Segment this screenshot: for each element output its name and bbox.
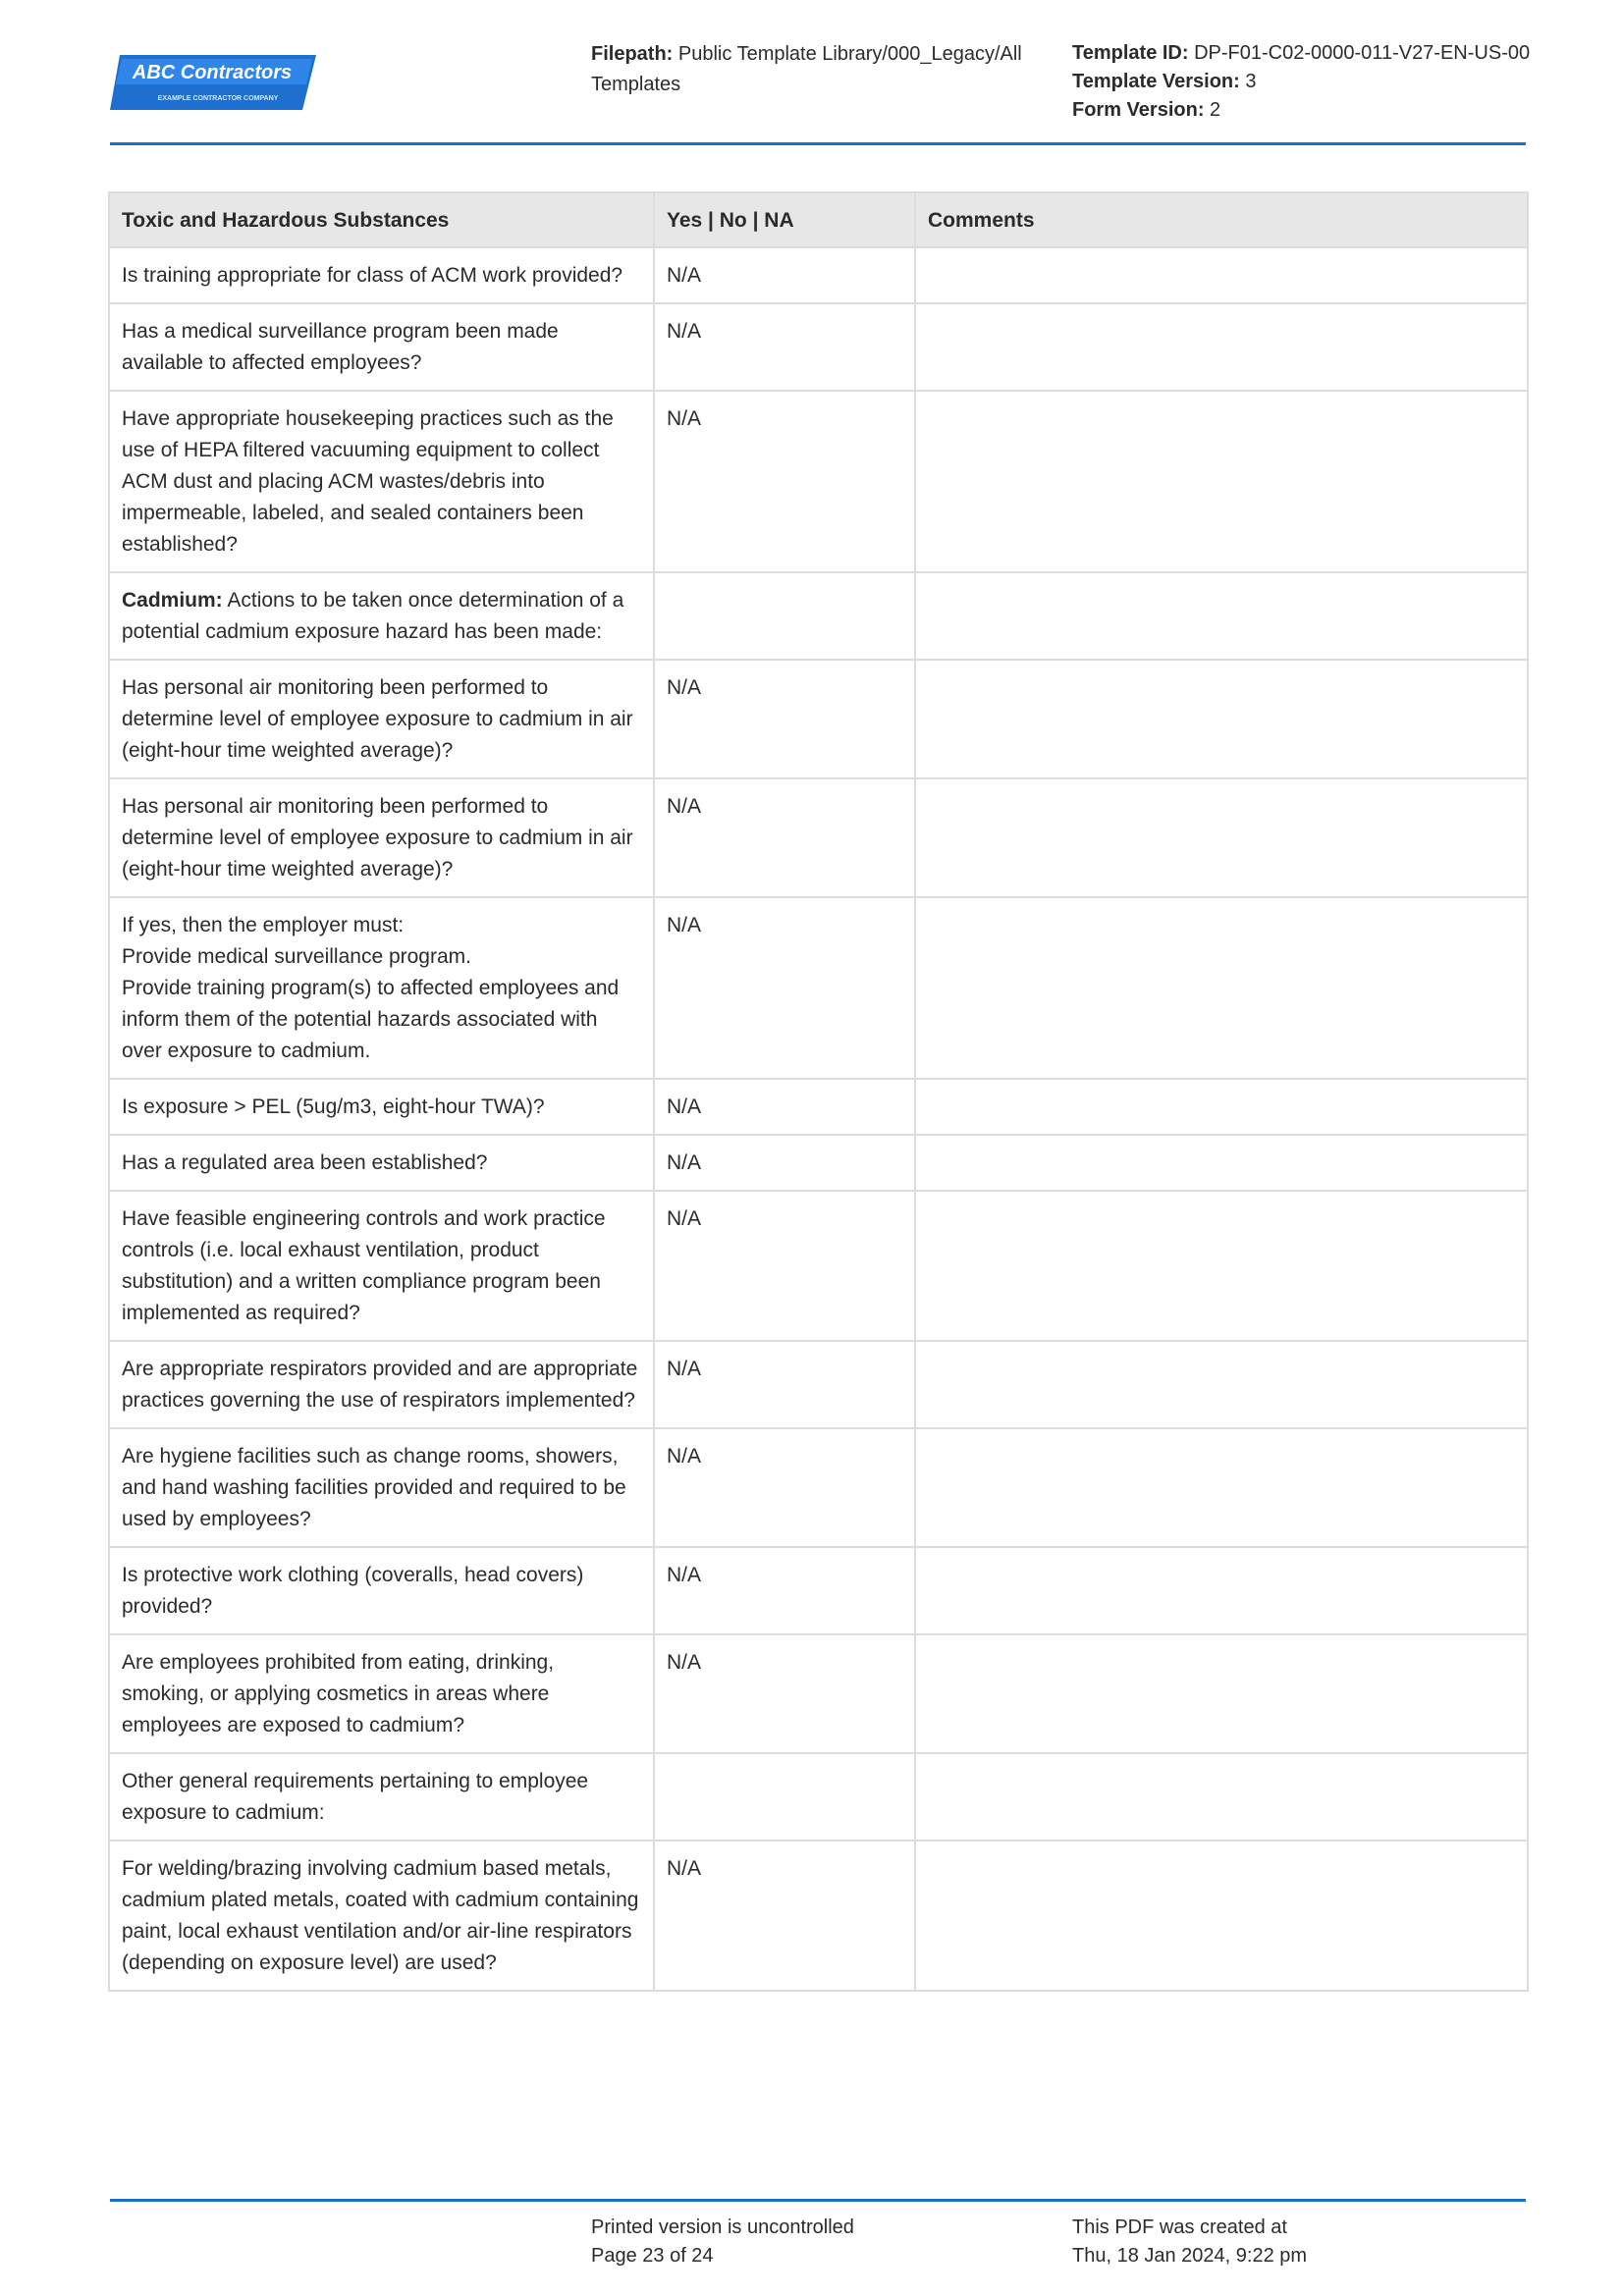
table-row [109,1079,1528,1135]
table-row [109,897,1528,1079]
question-cell [109,391,654,572]
answer-cell [654,572,915,660]
table-row [109,660,1528,778]
table-row [109,1634,1528,1753]
answer-cell: N/A [654,1428,915,1547]
comments-cell [915,1841,1528,1991]
header-question: Toxic and Hazardous Substances [109,192,654,247]
answer-cell [654,1753,915,1841]
comments-cell [915,778,1528,897]
comments-cell [915,247,1528,303]
form-version-label: Form Version: [1072,99,1205,121]
template-version-value: 3 [1245,71,1257,92]
question-cell [109,247,654,303]
footer-right [1072,2214,1307,2270]
question-text: Has a regulated area been established? [122,1151,488,1174]
comments-cell [915,572,1528,660]
filepath-value: Public Template Library/000_Legacy/All Templates [591,43,1022,95]
question-text: Is exposure > PEL (5ug/m3, eight-hour TWA)? [122,1095,545,1118]
question-cell [109,1753,654,1841]
comments-cell [915,1191,1528,1341]
question-text: For welding/brazing involving cadmium based metals, cadmium plated metals, coated with cadmium containing paint, local exhaust ventilation and/or air-line respirators (depending on exposure level) are used? [122,1857,639,1974]
filepath-label: Filepath: [591,43,674,65]
table-row [109,778,1528,897]
footer-divider [110,2199,1526,2202]
question-text: Have appropriate housekeeping practices such as the use of HEPA filtered vacuuming equipment to collect ACM dust and placing ACM wastes/debris into impermeable, labeled, and sealed containers been established? [122,407,614,556]
answer-cell: N/A [654,247,915,303]
page-header [0,0,1623,145]
question-cell [109,303,654,391]
question-text: If yes, then the employer must: Provide medical surveillance program. Provide training program(s) to affected employees and inform them of the potential hazards associated with over exposure to cadmium. [122,914,620,1062]
template-version-label: Template Version: [1072,71,1240,92]
question-cell [109,1079,654,1135]
question-text: Actions to be taken once determination of a potential cadmium exposure hazard has been made: [122,589,624,643]
table-row [109,1135,1528,1191]
question-cell [109,1191,654,1341]
question-cell [109,1841,654,1991]
answer-cell: N/A [654,660,915,778]
answer-cell: N/A [654,1191,915,1341]
answer-cell: N/A [654,303,915,391]
form-version-value: 2 [1210,99,1221,121]
question-cell [109,1634,654,1753]
answer-cell: N/A [654,391,915,572]
comments-cell [915,1547,1528,1634]
template-info [1072,39,1534,125]
question-cell [109,1135,654,1191]
created-timestamp: Thu, 18 Jan 2024, 9:22 pm [1072,2245,1308,2267]
table-row [109,1428,1528,1547]
comments-cell [915,1135,1528,1191]
answer-cell: N/A [654,1547,915,1634]
checklist-table [108,191,1529,1992]
company-logo [110,55,316,110]
table-header-row [109,192,1528,247]
question-cell [109,1428,654,1547]
question-text: Has personal air monitoring been performed to determine level of employee exposure to cadmium in air (eight-hour time weighted average)? [122,676,633,762]
table-row [109,1341,1528,1428]
comments-cell [915,660,1528,778]
comments-cell [915,1341,1528,1428]
header-divider [110,142,1526,145]
question-text: Has a medical surveillance program been made available to affected employees? [122,320,559,374]
comments-cell [915,303,1528,391]
question-text: Has personal air monitoring been performed to determine level of employee exposure to cadmium in air (eight-hour time weighted average)? [122,795,633,881]
question-cell [109,1341,654,1428]
question-cell [109,1547,654,1634]
template-id-value: DP-F01-C02-0000-011-V27-EN-US-00 [1194,42,1531,64]
filepath [591,39,1038,100]
question-text: Have feasible engineering controls and work practice controls (i.e. local exhaust ventilation, product substitution) and a written compliance program been implemented as required? [122,1207,606,1324]
answer-cell: N/A [654,1135,915,1191]
table-row [109,391,1528,572]
table-row [109,1191,1528,1341]
table-row [109,1547,1528,1634]
comments-cell [915,1428,1528,1547]
comments-cell [915,897,1528,1079]
question-text: Is protective work clothing (coveralls, head covers) provided? [122,1564,584,1618]
uncontrolled-notice: Printed version is uncontrolled [591,2216,854,2238]
answer-cell: N/A [654,1079,915,1135]
answer-cell: N/A [654,778,915,897]
question-cell [109,897,654,1079]
comments-cell [915,1634,1528,1753]
header-answer: Yes | No | NA [654,192,915,247]
question-text: Is training appropriate for class of ACM work provided? [122,264,623,287]
answer-cell: N/A [654,1634,915,1753]
question-cell [109,660,654,778]
footer-left [591,2214,854,2270]
table-row [109,1841,1528,1991]
table-row [109,572,1528,660]
question-text: Are employees prohibited from eating, drinking, smoking, or applying cosmetics in areas where employees are exposed to cadmium? [122,1651,555,1736]
comments-cell [915,1753,1528,1841]
created-label: This PDF was created at [1072,2216,1287,2238]
logo-name: ABC Contractors [132,62,293,83]
answer-cell: N/A [654,897,915,1079]
page-number: Page 23 of 24 [591,2245,714,2267]
question-text: Other general requirements pertaining to employee exposure to cadmium: [122,1770,589,1824]
section-lead: Cadmium: [122,589,223,612]
template-id-row [1072,39,1534,68]
template-id-label: Template ID: [1072,42,1189,64]
table-row [109,247,1528,303]
template-version-row [1072,68,1534,96]
answer-cell: N/A [654,1841,915,1991]
comments-cell [915,391,1528,572]
logo-tagline: EXAMPLE CONTRACTOR COMPANY [157,95,279,102]
question-cell [109,778,654,897]
table-row [109,303,1528,391]
question-text: Are hygiene facilities such as change rooms, showers, and hand washing facilities provided and required to be used by employees? [122,1445,626,1530]
header-comments: Comments [915,192,1528,247]
comments-cell [915,1079,1528,1135]
answer-cell: N/A [654,1341,915,1428]
table-row [109,1753,1528,1841]
question-text: Are appropriate respirators provided and are appropriate practices governing the use of respirators implemented? [122,1358,638,1412]
question-cell [109,572,654,660]
form-version-row [1072,96,1534,125]
